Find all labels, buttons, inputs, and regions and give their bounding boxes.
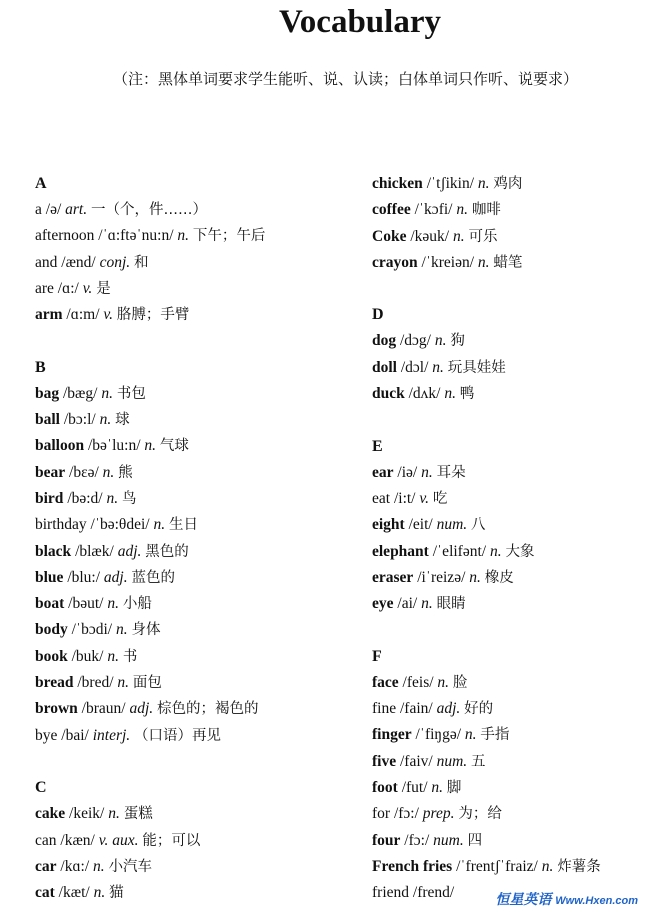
entry-phonetic: /kæn/ <box>60 831 95 849</box>
entry-phonetic: /keik/ <box>69 805 105 823</box>
entry-word: car <box>35 857 57 875</box>
vocab-entry <box>372 486 647 512</box>
watermark <box>493 889 640 909</box>
entry-meaning: 手指 <box>480 727 510 744</box>
note-text: （注：黑体单词要求学生能听、说、认读；白体单词只作听、说要求） <box>113 70 579 88</box>
entry-part-of-speech: n. <box>117 674 130 692</box>
entry-part-of-speech: adj. <box>436 700 461 718</box>
vocab-entry <box>35 854 345 880</box>
entry-part-of-speech: n. <box>153 516 166 534</box>
entry-word: ear <box>372 463 394 481</box>
entry-part-of-speech: n. <box>489 542 502 560</box>
vocab-entry <box>35 512 345 538</box>
entry-word: eraser <box>372 568 414 586</box>
entry-part-of-speech: n. <box>177 227 190 245</box>
entry-meaning: 炸薯条 <box>557 858 601 875</box>
entry-meaning: 面包 <box>132 675 162 692</box>
vocab-entry <box>372 854 647 880</box>
entry-phonetic: /fɔ:/ <box>393 805 419 823</box>
entry-word: five <box>372 752 397 770</box>
entry-phonetic: /bə:d/ <box>67 489 103 507</box>
entry-word: cake <box>35 805 66 823</box>
vocab-column-right <box>372 171 647 906</box>
entry-meaning: 蓝色的 <box>131 569 175 586</box>
entry-meaning: 为；给 <box>458 806 502 823</box>
entry-phonetic: /braun/ <box>81 700 126 718</box>
entry-word: afternoon <box>35 227 95 245</box>
entry-phonetic: /ˈkɔfi/ <box>414 201 453 219</box>
entry-phonetic: /iˈreizə/ <box>417 568 466 586</box>
entry-meaning: 鸭 <box>459 386 475 403</box>
vocab-entry <box>35 381 345 407</box>
vocab-entry <box>35 801 345 827</box>
entry-meaning: 能；可以 <box>142 832 201 849</box>
entry-part-of-speech: n. <box>93 884 106 902</box>
entry-word: eye <box>372 595 394 613</box>
entry-part-of-speech: n. <box>421 463 433 481</box>
entry-part-of-speech: art. <box>65 201 88 218</box>
vocab-entry <box>372 749 647 775</box>
entry-phonetic: /ˈbɔdi/ <box>71 621 113 639</box>
section-gap <box>372 276 647 302</box>
entry-phonetic: /blæk/ <box>75 542 114 560</box>
entry-meaning: 鸡肉 <box>493 176 523 192</box>
vocab-entry <box>35 460 345 486</box>
entry-phonetic: /bəut/ <box>68 595 104 613</box>
vocab-entry <box>35 565 345 591</box>
entry-phonetic: /frend/ <box>412 884 455 902</box>
entry-phonetic: /ə/ <box>45 201 62 218</box>
entry-word: for <box>372 805 391 823</box>
entry-word: French fries <box>372 857 453 875</box>
entry-part-of-speech: adj. <box>129 700 154 718</box>
entry-word: are <box>35 279 54 297</box>
entry-word: eat <box>372 489 391 507</box>
entry-meaning: 书 <box>122 648 138 665</box>
entry-word: foot <box>372 778 398 796</box>
entry-word: bread <box>35 674 74 692</box>
entry-part-of-speech: num. <box>436 752 468 770</box>
entry-part-of-speech: n. <box>464 726 477 744</box>
entry-meaning: 四 <box>467 832 483 849</box>
entry-phonetic: /kæt/ <box>58 884 90 902</box>
vocab-entry <box>35 591 345 617</box>
entry-meaning: 是 <box>96 280 111 297</box>
entry-meaning: 眼睛 <box>436 596 466 613</box>
vocab-entry <box>372 250 647 276</box>
entry-meaning: 脸 <box>452 674 468 691</box>
entry-meaning: 八 <box>471 517 486 534</box>
entry-phonetic: /bɔ:l/ <box>63 411 96 429</box>
section-letter: F <box>372 647 382 665</box>
vocab-entry <box>372 381 647 407</box>
entry-word: dog <box>372 332 397 350</box>
vocab-entry <box>35 617 345 643</box>
entry-word: arm <box>35 306 63 324</box>
entry-phonetic: /ˈɑ:ftəˈnu:n/ <box>98 227 174 245</box>
vocab-entry <box>35 670 345 696</box>
entry-word: boat <box>35 595 65 613</box>
entry-part-of-speech: n. <box>108 805 120 823</box>
entry-meaning: 胳膊；手臂 <box>116 307 190 324</box>
vocab-entry <box>35 223 345 249</box>
entry-phonetic: /ɑ:m/ <box>66 306 100 324</box>
entry-word: book <box>35 647 68 665</box>
entry-word: duck <box>372 385 405 403</box>
entry-meaning: 书包 <box>116 385 146 402</box>
entry-word: eight <box>372 516 405 534</box>
entry-word: ball <box>35 411 60 429</box>
entry-word: elephant <box>372 542 429 560</box>
vocab-entry <box>372 512 647 538</box>
entry-word: face <box>372 673 399 691</box>
entry-part-of-speech: v. <box>419 489 429 507</box>
entry-phonetic: /dɔg/ <box>400 332 431 350</box>
entry-word: four <box>372 831 401 849</box>
entry-meaning: 棕色的；褐色的 <box>157 701 259 718</box>
entry-part-of-speech: adj. <box>117 542 142 560</box>
entry-part-of-speech: adj. <box>103 568 128 586</box>
section-letter: C <box>35 779 47 797</box>
entry-meaning: 鸟 <box>122 490 137 507</box>
entry-part-of-speech: v. aux. <box>98 831 139 849</box>
vocab-entry <box>35 433 345 459</box>
entry-word: coffee <box>372 201 411 219</box>
entry-part-of-speech: n. <box>101 384 113 402</box>
entry-part-of-speech: n. <box>541 857 554 875</box>
vocab-entry <box>35 539 345 565</box>
entry-meaning: 蛋糕 <box>123 806 153 823</box>
entry-word: birthday <box>35 516 87 534</box>
entry-part-of-speech: n. <box>469 568 481 586</box>
entry-phonetic: /iə/ <box>397 463 418 481</box>
vocab-entry <box>372 828 647 854</box>
entry-meaning: 小汽车 <box>108 858 153 875</box>
entry-meaning: 下午；午后 <box>192 228 266 245</box>
entry-phonetic: /bæg/ <box>63 384 98 402</box>
entry-meaning: 身体 <box>131 622 161 639</box>
entry-phonetic: /bɛə/ <box>69 463 99 481</box>
vocab-entry <box>372 460 647 486</box>
vocab-entry <box>372 355 647 381</box>
entry-word: brown <box>35 700 78 718</box>
entry-phonetic: /i:t/ <box>393 489 416 507</box>
entry-meaning: 狗 <box>450 333 465 350</box>
entry-meaning: 熊 <box>118 464 133 481</box>
entry-phonetic: /feis/ <box>402 673 434 691</box>
entry-word: black <box>35 542 72 560</box>
entry-meaning: 球 <box>115 412 130 429</box>
entry-word: blue <box>35 568 64 586</box>
watermark-url: Www.Hxen.com <box>555 895 638 907</box>
entry-word: bye <box>35 726 58 744</box>
entry-part-of-speech: n. <box>107 595 119 613</box>
entry-meaning: （口语）再见 <box>134 727 222 744</box>
entry-part-of-speech: n. <box>477 175 490 192</box>
entry-meaning: 可乐 <box>468 228 498 245</box>
entry-part-of-speech: n. <box>432 358 444 376</box>
entry-part-of-speech: n. <box>93 857 105 875</box>
entry-phonetic: /ˈelifənt/ <box>432 542 487 560</box>
page-title: Vocabulary <box>279 4 441 40</box>
entry-meaning: 一（个，件……） <box>90 202 207 218</box>
entry-meaning: 和 <box>134 254 149 271</box>
section-letter: A <box>35 175 47 192</box>
entry-part-of-speech: n. <box>99 411 112 429</box>
entry-meaning: 气球 <box>159 438 189 455</box>
entry-word: balloon <box>35 437 85 455</box>
entry-phonetic: /eit/ <box>408 516 433 534</box>
vocab-entry <box>35 828 345 854</box>
entry-phonetic: /kəuk/ <box>410 227 450 245</box>
entry-part-of-speech: n. <box>431 778 444 796</box>
entry-phonetic: /ˈbə:θdei/ <box>90 516 150 534</box>
vocab-entry <box>372 328 647 354</box>
entry-meaning: 好的 <box>464 701 494 718</box>
entry-part-of-speech: conj. <box>99 253 131 271</box>
entry-meaning: 猫 <box>109 885 124 902</box>
entry-phonetic: /bred/ <box>77 674 114 692</box>
entry-word: fine <box>372 700 397 718</box>
entry-phonetic: /fut/ <box>401 778 428 796</box>
entry-part-of-speech: n. <box>477 253 490 271</box>
entry-word: Coke <box>372 227 407 245</box>
entry-part-of-speech: v. <box>82 279 93 297</box>
vocab-entry <box>372 539 647 565</box>
entry-word: bear <box>35 463 66 481</box>
vocab-entry <box>35 197 345 223</box>
entry-word: friend <box>372 884 410 902</box>
vocab-entry <box>372 670 647 696</box>
entry-word: can <box>35 831 57 849</box>
entry-part-of-speech: n. <box>144 437 157 455</box>
section-letter: E <box>372 437 383 455</box>
entry-phonetic: /kɑ:/ <box>60 857 90 875</box>
entry-meaning: 大象 <box>505 543 535 560</box>
entry-phonetic: /fɔ:/ <box>404 831 430 849</box>
vocab-entry <box>372 801 647 827</box>
entry-part-of-speech: num. <box>436 516 468 534</box>
entry-phonetic: /faiv/ <box>399 752 433 770</box>
section-letter: B <box>35 358 46 376</box>
entry-part-of-speech: n. <box>444 385 456 403</box>
entry-meaning: 小船 <box>122 596 152 613</box>
entry-word: crayon <box>372 253 418 271</box>
entry-part-of-speech: num. <box>433 831 464 849</box>
watermark-name: 恒星英语 <box>495 891 552 907</box>
entry-part-of-speech: prep. <box>422 805 455 823</box>
entry-meaning: 脚 <box>446 779 462 796</box>
entry-meaning: 吃 <box>432 490 448 507</box>
entry-phonetic: /dʌk/ <box>408 385 441 403</box>
entry-phonetic: /ˈfiŋgə/ <box>415 726 462 744</box>
section-gap <box>372 617 647 643</box>
entry-meaning: 五 <box>471 753 486 770</box>
vocab-entry <box>372 696 647 722</box>
entry-phonetic: /fain/ <box>399 700 433 718</box>
vocab-entry <box>35 696 345 722</box>
entry-part-of-speech: interj. <box>92 726 131 744</box>
entry-word: and <box>35 253 58 271</box>
entry-word: bird <box>35 489 64 507</box>
entry-word: body <box>35 621 68 639</box>
entry-part-of-speech: v. <box>103 306 113 324</box>
entry-word: cat <box>35 884 55 902</box>
entry-part-of-speech: n. <box>434 332 447 350</box>
entry-meaning: 耳朵 <box>436 464 466 481</box>
section-gap <box>35 328 345 354</box>
entry-meaning: 黑色的 <box>145 543 189 560</box>
entry-phonetic: /ænd/ <box>61 253 96 271</box>
section-gap <box>35 749 345 775</box>
entry-part-of-speech: n. <box>452 227 465 245</box>
section-letter: D <box>372 306 384 324</box>
vocab-entry <box>372 565 647 591</box>
vocab-entry <box>35 486 345 512</box>
vocab-entry <box>372 224 647 250</box>
vocab-entry <box>35 644 345 670</box>
vocab-entry <box>35 880 345 906</box>
entry-meaning: 橡皮 <box>484 569 514 586</box>
entry-phonetic: /buk/ <box>71 647 104 665</box>
entry-phonetic: /bai/ <box>61 726 89 744</box>
vocab-entry <box>35 276 345 302</box>
vocab-entry <box>35 302 345 328</box>
entry-phonetic: /ˈfrentʃˈfraiz/ <box>456 857 538 875</box>
entry-part-of-speech: n. <box>106 489 119 507</box>
entry-word: a <box>35 201 42 218</box>
entry-part-of-speech: n. <box>115 621 128 639</box>
entry-meaning: 蜡笔 <box>493 254 523 271</box>
entry-meaning: 玩具娃娃 <box>447 359 506 376</box>
entry-part-of-speech: n. <box>437 673 450 691</box>
entry-phonetic: /ˈkreiən/ <box>421 253 475 271</box>
vocab-entry <box>372 171 647 197</box>
entry-word: finger <box>372 726 412 744</box>
entry-word: bag <box>35 384 60 402</box>
vocab-entry <box>372 722 647 748</box>
vocab-entry <box>372 591 647 617</box>
vocab-entry <box>372 197 647 223</box>
entry-phonetic: /ai/ <box>397 595 418 613</box>
entry-part-of-speech: n. <box>107 647 119 665</box>
entry-meaning: 生日 <box>168 517 198 534</box>
vocab-column-left <box>35 171 345 906</box>
vocab-entry <box>372 775 647 801</box>
entry-phonetic: /ɑ:/ <box>57 279 79 297</box>
vocab-entry <box>35 407 345 433</box>
vocab-entry <box>35 250 345 276</box>
entry-part-of-speech: n. <box>102 463 115 481</box>
entry-part-of-speech: n. <box>456 201 468 219</box>
entry-word: chicken <box>372 175 423 192</box>
entry-phonetic: /dɔl/ <box>400 358 429 376</box>
vocab-entry <box>35 723 345 749</box>
entry-phonetic: /bəˈlu:n/ <box>87 437 141 455</box>
entry-phonetic: /ˈtʃikin/ <box>426 175 475 192</box>
entry-phonetic: /blu:/ <box>67 568 101 586</box>
section-gap <box>372 407 647 433</box>
entry-meaning: 咖啡 <box>471 202 501 219</box>
entry-word: doll <box>372 358 397 376</box>
entry-part-of-speech: n. <box>421 595 433 613</box>
